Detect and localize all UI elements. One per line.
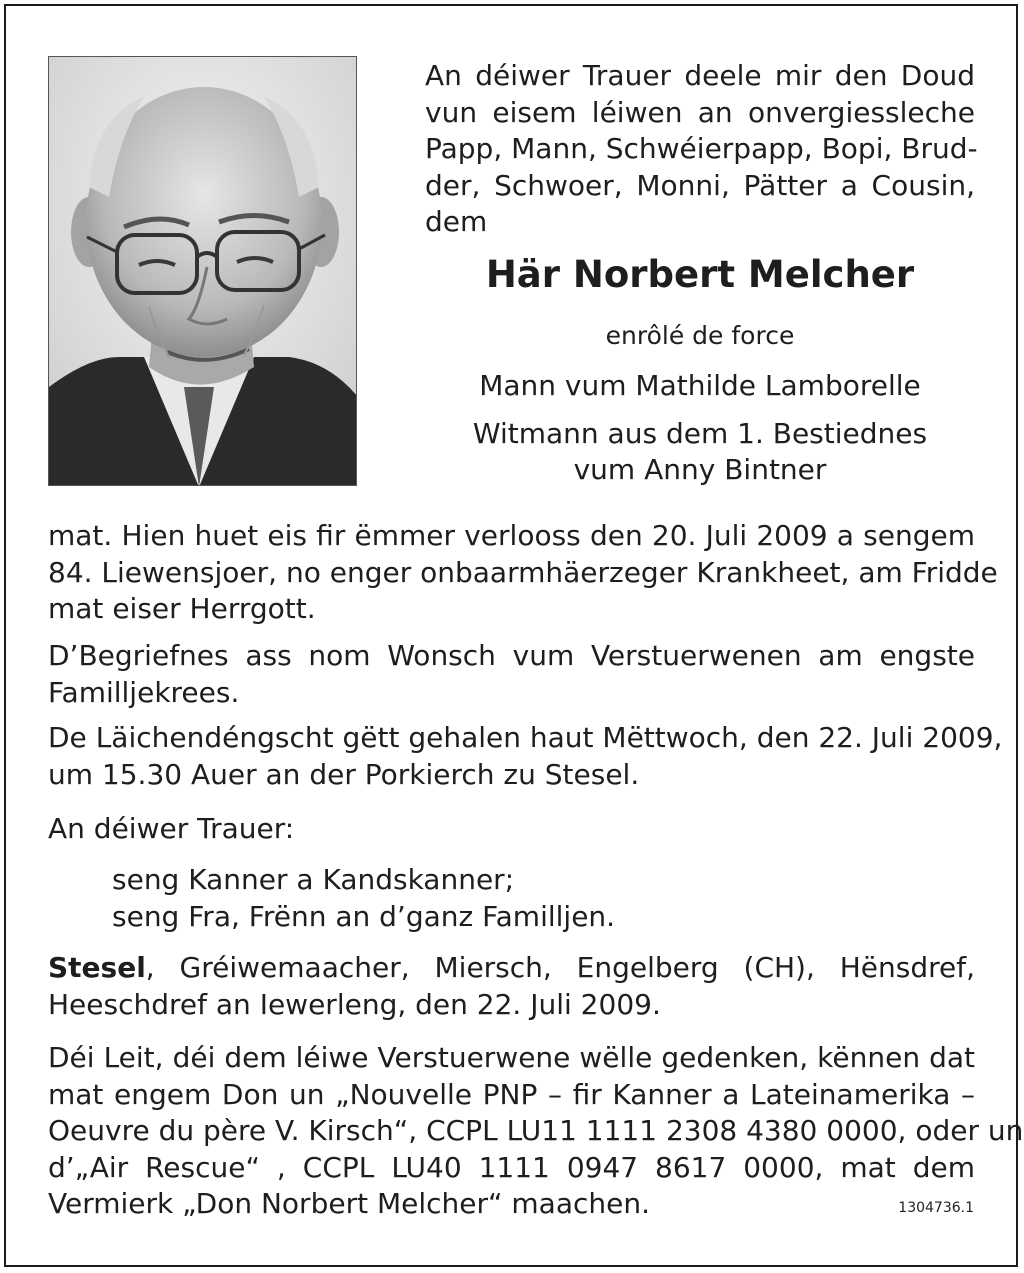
place-paragraph xyxy=(48,950,975,1023)
intro-paragraph xyxy=(425,58,978,241)
service-line: um 15.30 Auer an der Porkierch zu Stesel. xyxy=(48,757,640,791)
reference-number: 1304736.1 xyxy=(898,1200,974,1216)
donation-line: Oeuvre du père V. Kirsch“, CCPL LU11 1111 2308 4380 0000, oder un xyxy=(48,1114,1024,1147)
donation-paragraph xyxy=(48,1040,1024,1223)
donation-line: d’„Air Rescue“ , CCPL LU40 1111 0947 8617 0000, mat dem xyxy=(48,1150,975,1184)
death-line: 84. Liewensjoer, no enger onbaarmhäerzeger Krankheet, am Fridde xyxy=(48,555,998,589)
subtitle: enrôlé de force xyxy=(605,321,795,350)
place-line-2: Heeschdref an Iewerleng, den 22. Juli 2009. xyxy=(48,987,661,1021)
death-line: mat. Hien huet eis fir ëmmer verlooss den 20. Juli 2009 a sengem xyxy=(48,519,975,552)
service-paragraph xyxy=(48,720,1003,793)
mourners-heading-text: An déiwer Trauer: xyxy=(48,812,295,845)
death-paragraph xyxy=(48,518,998,628)
husband-line: Mann vum Mathilde Lamborelle xyxy=(479,369,921,402)
intro-line: vun eisem léiwen an onvergiessleche xyxy=(425,95,975,129)
intro-line: Papp, Mann, Schwéierpapp, Bopi, Brud- xyxy=(425,132,978,165)
donation-line: mat engem Don un „Nouvelle PNP – fir Kanner a Lateinamerika – xyxy=(48,1077,975,1111)
burial-line: Familljekrees. xyxy=(48,675,240,709)
intro-line: der, Schwoer, Monni, Pätter a Cousin, xyxy=(425,168,975,202)
mourner-line: seng Kanner a Kandskanner; xyxy=(112,863,515,896)
burial-line: D’Begriefnes ass nom Wonsch vum Verstuerwenen am engste xyxy=(48,639,975,672)
intro-line: An déiwer Trauer deele mir den Doud xyxy=(425,59,975,92)
widower-line-2: vum Anny Bintner xyxy=(573,453,827,486)
place-line-1-rest: , Gréiwemaacher, Miersch, Engelberg (CH), Hënsdref, xyxy=(145,951,975,984)
intro-line: dem xyxy=(425,205,488,238)
donation-line: Vermierk „Don Norbert Melcher“ maachen. xyxy=(48,1187,651,1220)
donation-line: Déi Leit, déi dem léiwe Verstuerwene wëlle gedenken, kënnen dat xyxy=(48,1041,975,1074)
death-line: mat eiser Herrgott. xyxy=(48,592,316,625)
place-name: Stesel xyxy=(48,951,146,984)
mourners-list xyxy=(112,862,615,935)
place-line-1 xyxy=(48,950,975,987)
service-line: De Läichendéngscht gëtt gehalen haut Mëttwoch, den 22. Juli 2009, xyxy=(48,721,1003,754)
portrait-photo xyxy=(48,56,357,486)
burial-paragraph xyxy=(48,638,975,711)
mourner-line: seng Fra, Frënn an d’ganz Familljen. xyxy=(112,899,616,933)
deceased-name: Här Norbert Melcher xyxy=(485,253,915,296)
widower-line-1: Witmann aus dem 1. Bestiednes xyxy=(472,417,928,450)
mourners-heading xyxy=(48,811,975,848)
